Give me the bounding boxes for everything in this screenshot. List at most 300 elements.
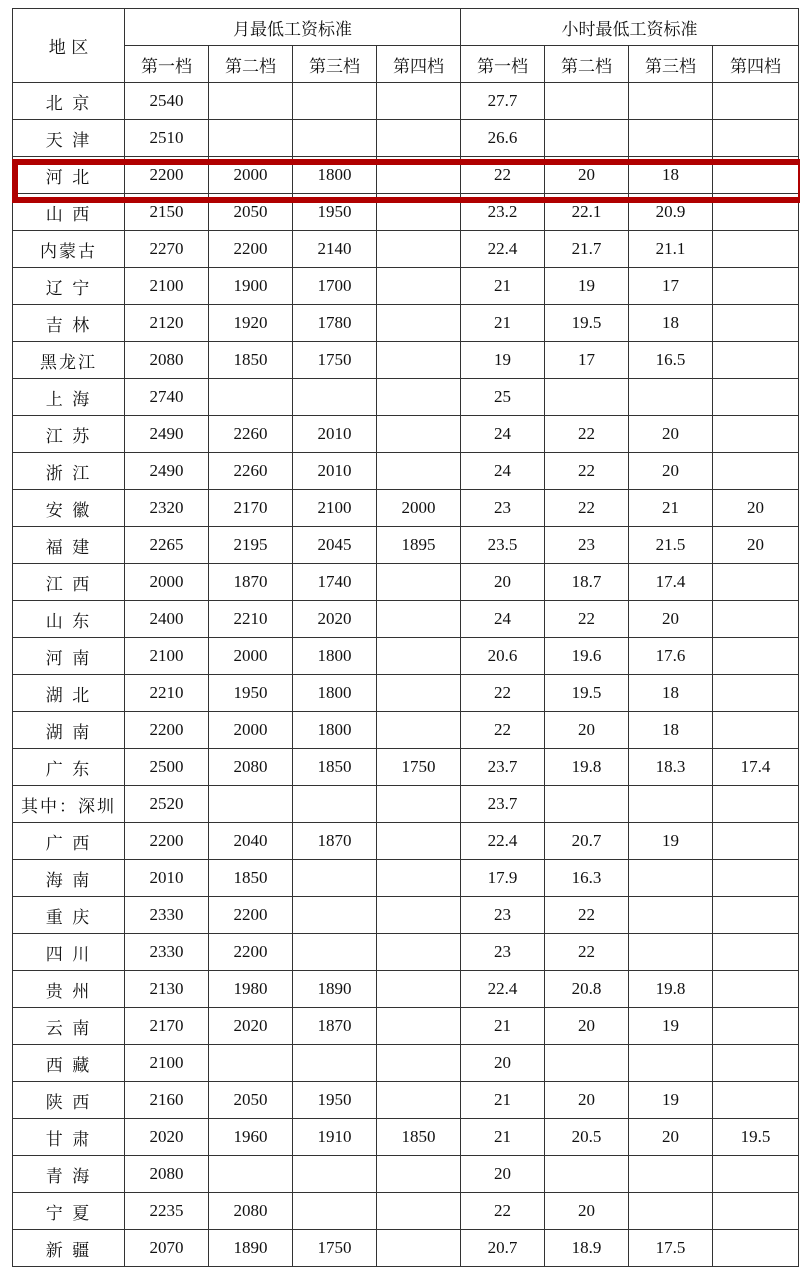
table-row	[13, 934, 799, 971]
monthly-tier-1-cell: 2330	[125, 897, 209, 934]
monthly-tier-1-cell: 2160	[125, 1082, 209, 1119]
monthly-tier-1-cell: 2120	[125, 305, 209, 342]
monthly-tier-2-cell: 2050	[209, 1082, 293, 1119]
hourly-tier-2-cell: 22	[545, 416, 629, 453]
table-row	[13, 1082, 799, 1119]
monthly-tier-3-cell: 1750	[293, 1230, 377, 1267]
hourly-tier-1-cell: 22	[461, 157, 545, 194]
monthly-tier-1-cell: 2000	[125, 564, 209, 601]
hourly-tier-1-cell: 23	[461, 934, 545, 971]
monthly-tier-3-cell	[293, 1156, 377, 1193]
region-cell: 宁 夏	[13, 1193, 125, 1230]
hourly-tier-1-cell: 23	[461, 897, 545, 934]
hourly-tier-2-cell: 21.7	[545, 231, 629, 268]
table-row	[13, 268, 799, 305]
monthly-tier-2-cell: 2020	[209, 1008, 293, 1045]
hourly-tier-4-cell	[713, 194, 799, 231]
region-cell: 吉 林	[13, 305, 125, 342]
table-row	[13, 1008, 799, 1045]
region-cell: 广 西	[13, 823, 125, 860]
table-row	[13, 601, 799, 638]
hourly-tier-1-cell: 22.4	[461, 823, 545, 860]
monthly-tier-4-cell	[377, 1008, 461, 1045]
monthly-tier-1-cell: 2270	[125, 231, 209, 268]
monthly-tier-2-cell: 2195	[209, 527, 293, 564]
hourly-tier-3-cell	[629, 120, 713, 157]
monthly-tier-1-cell: 2100	[125, 268, 209, 305]
monthly-tier-3-cell	[293, 934, 377, 971]
monthly-tier-1-cell: 2400	[125, 601, 209, 638]
hourly-tier-2-cell: 22.1	[545, 194, 629, 231]
monthly-tier-2-cell: 1960	[209, 1119, 293, 1156]
monthly-tier-3-cell: 1890	[293, 971, 377, 1008]
hourly-tier-2-cell	[545, 1045, 629, 1082]
region-cell: 重 庆	[13, 897, 125, 934]
hourly-tier-3-cell: 20.9	[629, 194, 713, 231]
monthly-tier-4-cell	[377, 342, 461, 379]
monthly-tier-2-cell: 1950	[209, 675, 293, 712]
hourly-tier-3-cell: 21.1	[629, 231, 713, 268]
hourly-tier-2-cell: 20.8	[545, 971, 629, 1008]
region-cell: 其中：深圳	[13, 786, 125, 823]
hourly-tier-2-cell: 18.7	[545, 564, 629, 601]
monthly-tier-4-cell	[377, 786, 461, 823]
hourly-tier-1-cell: 21	[461, 1008, 545, 1045]
table-row	[13, 897, 799, 934]
hourly-tier-2-cell: 20	[545, 157, 629, 194]
region-cell: 陕 西	[13, 1082, 125, 1119]
hourly-tier-1-cell: 21	[461, 1119, 545, 1156]
monthly-tier-4-cell	[377, 1193, 461, 1230]
hourly-tier-2-cell: 19.5	[545, 305, 629, 342]
hourly-tier-2-cell	[545, 379, 629, 416]
hourly-tier-4-cell	[713, 638, 799, 675]
table-row	[13, 971, 799, 1008]
hourly-tier-4-cell	[713, 712, 799, 749]
hourly-tier-4-cell	[713, 1008, 799, 1045]
hourly-tier-2-cell: 22	[545, 453, 629, 490]
monthly-tier-1-cell: 2020	[125, 1119, 209, 1156]
monthly-tier-4-cell	[377, 453, 461, 490]
table-row	[13, 83, 799, 120]
hourly-tier-1-cell: 20	[461, 564, 545, 601]
monthly-tier-2-cell: 1870	[209, 564, 293, 601]
hourly-tier-4-cell	[713, 786, 799, 823]
monthly-tier-2-cell	[209, 83, 293, 120]
monthly-tier-4-cell	[377, 897, 461, 934]
hourly-tier-2-header: 第二档	[545, 46, 629, 83]
table-row	[13, 675, 799, 712]
hourly-tier-1-cell: 24	[461, 601, 545, 638]
monthly-tier-3-cell: 1750	[293, 342, 377, 379]
monthly-tier-3-cell: 1950	[293, 1082, 377, 1119]
min-wage-table-container	[12, 8, 798, 1267]
hourly-tier-3-cell: 21.5	[629, 527, 713, 564]
monthly-tier-3-cell: 1800	[293, 712, 377, 749]
hourly-tier-3-cell	[629, 860, 713, 897]
hourly-tier-2-cell: 20.5	[545, 1119, 629, 1156]
hourly-tier-4-cell	[713, 83, 799, 120]
table-row	[13, 1119, 799, 1156]
hourly-tier-4-cell	[713, 1082, 799, 1119]
hourly-tier-4-cell	[713, 120, 799, 157]
monthly-tier-4-cell	[377, 638, 461, 675]
hourly-tier-3-cell: 19	[629, 1008, 713, 1045]
monthly-tier-2-cell: 1920	[209, 305, 293, 342]
hourly-tier-2-cell: 20	[545, 712, 629, 749]
region-cell: 辽 宁	[13, 268, 125, 305]
region-cell: 安 徽	[13, 490, 125, 527]
hourly-tier-1-cell: 20.7	[461, 1230, 545, 1267]
hourly-tier-2-cell: 17	[545, 342, 629, 379]
monthly-tier-4-cell: 1850	[377, 1119, 461, 1156]
table-row	[13, 194, 799, 231]
hourly-tier-1-cell: 19	[461, 342, 545, 379]
hourly-tier-1-cell: 21	[461, 268, 545, 305]
hourly-tier-3-cell: 21	[629, 490, 713, 527]
hourly-tier-1-cell: 22	[461, 675, 545, 712]
hourly-tier-3-cell: 17.4	[629, 564, 713, 601]
hourly-tier-4-cell: 20	[713, 527, 799, 564]
monthly-tier-2-cell	[209, 120, 293, 157]
monthly-tier-3-cell: 2010	[293, 453, 377, 490]
hourly-tier-3-cell: 18	[629, 675, 713, 712]
monthly-tier-4-cell: 1750	[377, 749, 461, 786]
region-cell: 青 海	[13, 1156, 125, 1193]
hourly-tier-1-cell: 20	[461, 1156, 545, 1193]
table-row	[13, 157, 799, 194]
monthly-tier-2-cell	[209, 786, 293, 823]
monthly-tier-1-cell: 2100	[125, 1045, 209, 1082]
monthly-tier-3-cell: 2010	[293, 416, 377, 453]
table-row	[13, 749, 799, 786]
monthly-tier-3-cell: 1800	[293, 675, 377, 712]
monthly-tier-3-cell	[293, 379, 377, 416]
monthly-tier-2-cell: 2200	[209, 934, 293, 971]
hourly-tier-1-cell: 21	[461, 305, 545, 342]
hourly-tier-3-cell: 20	[629, 416, 713, 453]
monthly-tier-4-cell	[377, 1045, 461, 1082]
monthly-tier-2-cell: 1890	[209, 1230, 293, 1267]
monthly-tier-2-cell	[209, 1156, 293, 1193]
hourly-tier-3-cell: 20	[629, 1119, 713, 1156]
hourly-tier-2-cell: 23	[545, 527, 629, 564]
monthly-tier-2-cell: 2080	[209, 1193, 293, 1230]
monthly-tier-2-cell: 2260	[209, 416, 293, 453]
table-row	[13, 1045, 799, 1082]
hourly-tier-4-cell	[713, 1045, 799, 1082]
region-cell: 黑龙江	[13, 342, 125, 379]
monthly-tier-4-cell	[377, 120, 461, 157]
hourly-tier-2-cell: 22	[545, 934, 629, 971]
hourly-tier-3-cell: 18	[629, 712, 713, 749]
monthly-tier-3-header: 第三档	[293, 46, 377, 83]
monthly-tier-3-cell: 2140	[293, 231, 377, 268]
hourly-tier-4-cell	[713, 416, 799, 453]
min-wage-table	[12, 8, 799, 1267]
hourly-tier-4-cell	[713, 860, 799, 897]
hourly-tier-3-cell: 18	[629, 157, 713, 194]
hourly-tier-2-cell: 20	[545, 1008, 629, 1045]
monthly-tier-4-cell	[377, 194, 461, 231]
hourly-tier-3-cell	[629, 1156, 713, 1193]
monthly-tier-1-cell: 2150	[125, 194, 209, 231]
hourly-tier-4-cell	[713, 453, 799, 490]
table-row	[13, 638, 799, 675]
monthly-tier-3-cell: 1850	[293, 749, 377, 786]
table-row	[13, 1230, 799, 1267]
hourly-tier-2-cell: 19.5	[545, 675, 629, 712]
hourly-tier-1-cell: 23.7	[461, 749, 545, 786]
table-row	[13, 305, 799, 342]
table-row	[13, 1193, 799, 1230]
monthly-tier-2-cell: 2200	[209, 231, 293, 268]
hourly-tier-3-cell: 20	[629, 601, 713, 638]
hourly-tier-3-cell: 18.3	[629, 749, 713, 786]
monthly-tier-4-cell	[377, 83, 461, 120]
region-cell: 湖 南	[13, 712, 125, 749]
hourly-tier-1-cell: 22.4	[461, 231, 545, 268]
hourly-tier-4-cell	[713, 268, 799, 305]
hourly-tier-2-cell	[545, 786, 629, 823]
monthly-tier-1-cell: 2320	[125, 490, 209, 527]
monthly-tier-4-cell	[377, 934, 461, 971]
monthly-tier-1-cell: 2330	[125, 934, 209, 971]
table-row	[13, 712, 799, 749]
monthly-tier-3-cell	[293, 860, 377, 897]
monthly-tier-1-header: 第一档	[125, 46, 209, 83]
monthly-tier-2-header: 第二档	[209, 46, 293, 83]
region-cell: 山 西	[13, 194, 125, 231]
monthly-tier-1-cell: 2235	[125, 1193, 209, 1230]
hourly-tier-3-cell	[629, 379, 713, 416]
monthly-tier-3-cell	[293, 897, 377, 934]
monthly-tier-4-cell	[377, 157, 461, 194]
hourly-tier-1-cell: 22.4	[461, 971, 545, 1008]
hourly-tier-2-cell: 22	[545, 490, 629, 527]
monthly-tier-3-cell	[293, 1193, 377, 1230]
hourly-tier-1-cell: 23.7	[461, 786, 545, 823]
table-body	[13, 83, 799, 1267]
hourly-tier-2-cell	[545, 83, 629, 120]
monthly-tier-1-cell: 2540	[125, 83, 209, 120]
hourly-tier-3-cell: 17.6	[629, 638, 713, 675]
monthly-tier-1-cell: 2130	[125, 971, 209, 1008]
monthly-tier-3-cell: 1870	[293, 1008, 377, 1045]
hourly-tier-1-cell: 23.5	[461, 527, 545, 564]
hourly-tier-4-cell	[713, 564, 799, 601]
region-cell: 山 东	[13, 601, 125, 638]
monthly-tier-1-cell: 2010	[125, 860, 209, 897]
monthly-tier-2-cell: 2000	[209, 157, 293, 194]
monthly-tier-3-cell	[293, 786, 377, 823]
hourly-tier-2-cell: 20.7	[545, 823, 629, 860]
hourly-tier-4-cell	[713, 971, 799, 1008]
table-row	[13, 786, 799, 823]
hourly-tier-1-cell: 24	[461, 416, 545, 453]
region-cell: 四 川	[13, 934, 125, 971]
monthly-tier-4-cell	[377, 416, 461, 453]
monthly-tier-3-cell: 2045	[293, 527, 377, 564]
hourly-tier-4-cell	[713, 1156, 799, 1193]
monthly-tier-4-cell	[377, 823, 461, 860]
hourly-tier-1-cell: 26.6	[461, 120, 545, 157]
monthly-tier-4-cell	[377, 305, 461, 342]
hourly-tier-1-header: 第一档	[461, 46, 545, 83]
hourly-tier-3-cell: 20	[629, 453, 713, 490]
hourly-tier-3-cell: 19	[629, 823, 713, 860]
monthly-tier-4-cell	[377, 564, 461, 601]
hourly-tier-2-cell: 19	[545, 268, 629, 305]
hourly-tier-2-cell	[545, 120, 629, 157]
monthly-tier-4-cell	[377, 1156, 461, 1193]
region-cell: 贵 州	[13, 971, 125, 1008]
hourly-tier-2-cell: 19.6	[545, 638, 629, 675]
table-row	[13, 416, 799, 453]
hourly-tier-3-cell: 16.5	[629, 342, 713, 379]
monthly-tier-2-cell	[209, 1045, 293, 1082]
hourly-tier-3-cell	[629, 1193, 713, 1230]
hourly-tier-4-cell	[713, 897, 799, 934]
table-row	[13, 823, 799, 860]
hourly-tier-3-cell: 19	[629, 1082, 713, 1119]
hourly-tier-2-cell: 16.3	[545, 860, 629, 897]
hourly-tier-2-cell: 22	[545, 897, 629, 934]
region-cell: 河 北	[13, 157, 125, 194]
hourly-tier-4-cell	[713, 934, 799, 971]
hourly-tier-1-cell: 22	[461, 1193, 545, 1230]
hourly-tier-3-cell: 18	[629, 305, 713, 342]
monthly-tier-3-cell	[293, 1045, 377, 1082]
hourly-tier-1-cell: 21	[461, 1082, 545, 1119]
monthly-tier-2-cell: 2210	[209, 601, 293, 638]
hourly-tier-3-cell	[629, 1045, 713, 1082]
monthly-tier-3-cell: 1800	[293, 157, 377, 194]
table-row	[13, 120, 799, 157]
monthly-tier-1-cell: 2740	[125, 379, 209, 416]
monthly-tier-2-cell: 1850	[209, 860, 293, 897]
hourly-tier-4-cell	[713, 231, 799, 268]
monthly-tier-1-cell: 2490	[125, 416, 209, 453]
monthly-tier-4-cell	[377, 1230, 461, 1267]
region-cell: 北 京	[13, 83, 125, 120]
monthly-tier-2-cell: 1850	[209, 342, 293, 379]
monthly-tier-3-cell: 1950	[293, 194, 377, 231]
monthly-tier-1-cell: 2200	[125, 823, 209, 860]
monthly-tier-4-cell: 1895	[377, 527, 461, 564]
monthly-tier-4-cell	[377, 860, 461, 897]
hourly-tier-2-cell	[545, 1156, 629, 1193]
hourly-tier-3-cell	[629, 786, 713, 823]
hourly-tier-3-cell: 19.8	[629, 971, 713, 1008]
monthly-tier-2-cell: 2170	[209, 490, 293, 527]
monthly-tier-2-cell: 2000	[209, 712, 293, 749]
monthly-tier-1-cell: 2510	[125, 120, 209, 157]
hourly-tier-2-cell: 22	[545, 601, 629, 638]
region-cell: 云 南	[13, 1008, 125, 1045]
region-cell: 湖 北	[13, 675, 125, 712]
monthly-tier-3-cell: 1910	[293, 1119, 377, 1156]
table-row	[13, 342, 799, 379]
region-cell: 上 海	[13, 379, 125, 416]
region-cell: 内蒙古	[13, 231, 125, 268]
monthly-tier-1-cell: 2170	[125, 1008, 209, 1045]
region-cell: 西 藏	[13, 1045, 125, 1082]
hourly-tier-2-cell: 20	[545, 1082, 629, 1119]
monthly-standard-header: 月最低工资标准	[125, 9, 461, 46]
hourly-tier-3-header: 第三档	[629, 46, 713, 83]
table-row	[13, 231, 799, 268]
monthly-tier-1-cell: 2080	[125, 1156, 209, 1193]
hourly-tier-1-cell: 23.2	[461, 194, 545, 231]
hourly-tier-3-cell: 17	[629, 268, 713, 305]
hourly-tier-1-cell: 22	[461, 712, 545, 749]
monthly-tier-2-cell: 1900	[209, 268, 293, 305]
hourly-tier-4-cell	[713, 823, 799, 860]
hourly-tier-3-cell	[629, 934, 713, 971]
table-row	[13, 860, 799, 897]
monthly-tier-2-cell: 1980	[209, 971, 293, 1008]
monthly-tier-2-cell: 2050	[209, 194, 293, 231]
monthly-tier-3-cell: 1870	[293, 823, 377, 860]
monthly-tier-3-cell: 1700	[293, 268, 377, 305]
monthly-tier-1-cell: 2080	[125, 342, 209, 379]
hourly-tier-2-cell: 20	[545, 1193, 629, 1230]
monthly-tier-3-cell	[293, 83, 377, 120]
monthly-tier-1-cell: 2070	[125, 1230, 209, 1267]
region-cell: 新 疆	[13, 1230, 125, 1267]
table-row	[13, 1156, 799, 1193]
region-cell: 浙 江	[13, 453, 125, 490]
monthly-tier-2-cell	[209, 379, 293, 416]
hourly-tier-4-cell	[713, 1230, 799, 1267]
hourly-tier-1-cell: 20.6	[461, 638, 545, 675]
hourly-tier-4-cell: 19.5	[713, 1119, 799, 1156]
hourly-tier-3-cell: 17.5	[629, 1230, 713, 1267]
monthly-tier-4-header: 第四档	[377, 46, 461, 83]
monthly-tier-1-cell: 2200	[125, 712, 209, 749]
hourly-tier-4-cell	[713, 1193, 799, 1230]
hourly-tier-4-cell	[713, 675, 799, 712]
monthly-tier-4-cell	[377, 712, 461, 749]
monthly-tier-4-cell	[377, 675, 461, 712]
region-cell: 江 苏	[13, 416, 125, 453]
monthly-tier-1-cell: 2490	[125, 453, 209, 490]
table-row	[13, 379, 799, 416]
monthly-tier-4-cell	[377, 268, 461, 305]
hourly-tier-3-cell	[629, 897, 713, 934]
hourly-tier-4-cell: 20	[713, 490, 799, 527]
table-row	[13, 564, 799, 601]
monthly-tier-3-cell: 1780	[293, 305, 377, 342]
hourly-tier-2-cell: 18.9	[545, 1230, 629, 1267]
monthly-tier-2-cell: 2260	[209, 453, 293, 490]
region-cell: 海 南	[13, 860, 125, 897]
region-cell: 广 东	[13, 749, 125, 786]
hourly-tier-4-cell	[713, 157, 799, 194]
hourly-standard-header: 小时最低工资标准	[461, 9, 799, 46]
hourly-tier-4-cell	[713, 379, 799, 416]
monthly-tier-3-cell: 1740	[293, 564, 377, 601]
monthly-tier-1-cell: 2520	[125, 786, 209, 823]
table-row	[13, 453, 799, 490]
table-row	[13, 490, 799, 527]
region-cell: 江 西	[13, 564, 125, 601]
monthly-tier-3-cell: 2020	[293, 601, 377, 638]
hourly-tier-4-cell: 17.4	[713, 749, 799, 786]
hourly-tier-4-cell	[713, 601, 799, 638]
monthly-tier-2-cell: 2040	[209, 823, 293, 860]
